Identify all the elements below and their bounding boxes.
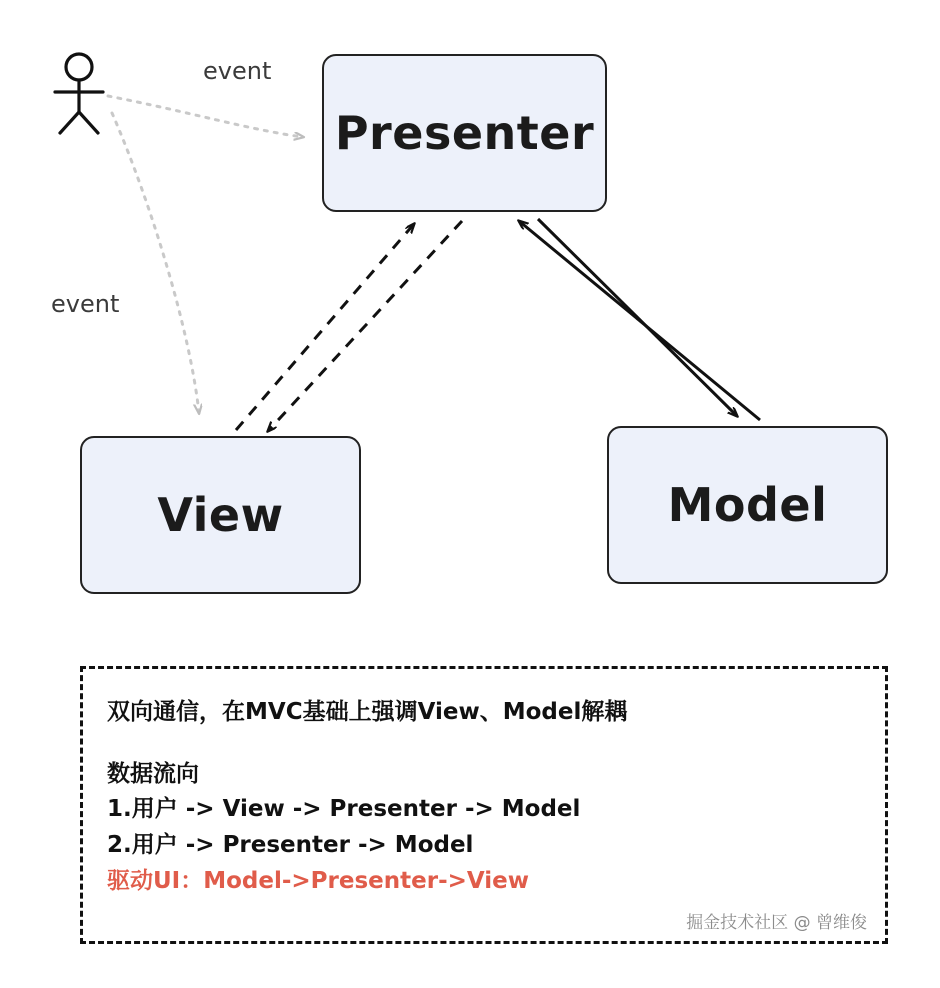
node-presenter[interactable] bbox=[322, 54, 607, 212]
edge-actor-to-view bbox=[112, 113, 199, 413]
legend-line-2: 数据流向 bbox=[107, 760, 199, 787]
legend-line-1: 双向通信，在MVC基础上强调View、Model解耦 bbox=[107, 699, 628, 725]
legend-line-4: 2.用户 -> Presenter -> Model bbox=[107, 831, 474, 858]
watermark: 掘金技术社区 @ 曾维俊 bbox=[686, 913, 867, 933]
node-view-label: View bbox=[157, 488, 284, 542]
edge-model-to-presenter bbox=[519, 221, 760, 420]
node-model[interactable] bbox=[607, 426, 888, 584]
legend-line-3: 1.用户 -> View -> Presenter -> Model bbox=[107, 796, 581, 823]
user-actor-icon bbox=[55, 54, 103, 133]
edge-label-event-to-view: event bbox=[51, 290, 120, 318]
node-view[interactable] bbox=[80, 436, 361, 594]
legend-spacer bbox=[107, 731, 861, 757]
edge-label-event-to-presenter: event bbox=[203, 57, 272, 85]
node-presenter-label: Presenter bbox=[334, 106, 595, 160]
edge-presenter-to-view bbox=[268, 221, 462, 431]
legend-line-5: 驱动UI：Model->Presenter->View bbox=[107, 867, 530, 894]
legend-box bbox=[80, 666, 888, 944]
edge-actor-to-presenter bbox=[108, 96, 303, 137]
node-model-label: Model bbox=[667, 478, 828, 532]
edge-view-to-presenter bbox=[236, 224, 414, 430]
